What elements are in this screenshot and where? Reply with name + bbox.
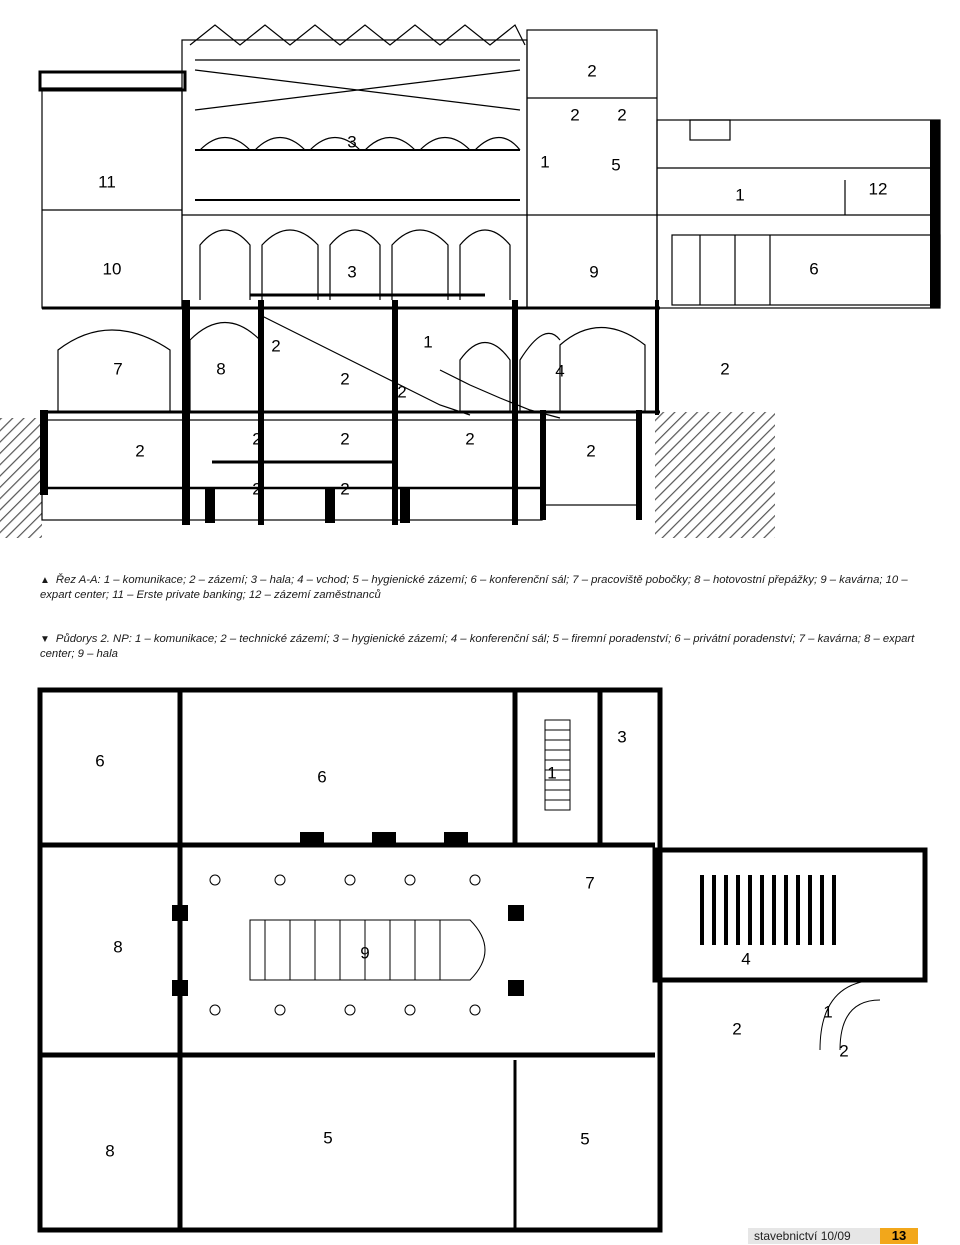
plan-room-label-5: 8 <box>113 937 123 957</box>
caption-plan <box>40 632 940 662</box>
section-room-label-5: 1 <box>540 152 550 172</box>
caption-marker-up: ▲ <box>40 575 50 586</box>
section-room-label-21: 2 <box>135 441 145 461</box>
section-room-label-9: 10 <box>102 259 122 279</box>
section-room-label-20: 2 <box>720 359 730 379</box>
plan-room-label-2: 6 <box>317 767 327 787</box>
section-room-label-13: 2 <box>271 336 281 356</box>
section-drawing <box>0 0 960 560</box>
caption-plan-text: Půdorys 2. NP: 1 – komunikace; 2 – technické zázemí; 3 – hygienické zázemí; 4 – konferenční sál; 5 – firemní poradenství; 6 – privátní poradenství; 7 – kavárna; 8 – expart center; 9 – hala <box>40 633 915 660</box>
caption-section-text: Řez A-A: 1 – komunikace; 2 – zázemí; 3 – hala; 4 – vchod; 5 – hygienické zázemí; 6 – konferenční sál; 7 – pracoviště pobočky; 8 – hotovostní přepážky; 9 – kavárna; 10 – expart center; 11 – Erste private banking; 12 – zázemí zaměstnanců <box>40 574 908 601</box>
section-room-label-12: 6 <box>809 259 819 279</box>
plan-room-label-0: 3 <box>617 727 627 747</box>
section-room-label-0: 2 <box>587 61 597 81</box>
caption-section <box>40 573 940 603</box>
section-room-label-7: 1 <box>735 185 745 205</box>
section-room-label-4: 11 <box>98 172 116 192</box>
section-room-label-11: 9 <box>589 262 599 282</box>
plan-room-label-7: 4 <box>741 949 751 969</box>
section-room-label-1: 3 <box>347 132 357 152</box>
caption-marker-down: ▼ <box>40 634 50 645</box>
plan-room-label-1: 6 <box>95 751 105 771</box>
plan-room-label-4: 7 <box>585 873 595 893</box>
magazine-name: stavebnictví 10/09 <box>748 1228 880 1244</box>
page-footer <box>748 1228 918 1244</box>
section-room-label-22: 2 <box>252 429 262 449</box>
plan-room-label-12: 5 <box>323 1128 333 1148</box>
section-room-label-16: 8 <box>216 359 226 379</box>
section-room-label-24: 2 <box>465 429 475 449</box>
plan-room-label-3: 1 <box>547 763 557 783</box>
section-room-label-26: 2 <box>252 479 262 499</box>
section-room-label-6: 5 <box>611 155 621 175</box>
ground-hatch-left <box>0 418 42 538</box>
section-room-label-10: 3 <box>347 262 357 282</box>
ground-hatch-right <box>655 412 775 538</box>
section-room-label-19: 4 <box>555 361 565 381</box>
section-room-label-25: 2 <box>586 441 596 461</box>
section-room-label-27: 2 <box>340 479 350 499</box>
plan-room-label-10: 2 <box>839 1041 849 1061</box>
plan-room-label-11: 8 <box>105 1141 115 1161</box>
floor-plan-drawing <box>0 680 960 1240</box>
plan-room-label-6: 9 <box>360 943 370 963</box>
section-room-label-3: 2 <box>617 105 627 125</box>
section-room-label-8: 12 <box>868 179 888 199</box>
page-number: 13 <box>880 1228 918 1244</box>
plan-room-label-8: 2 <box>732 1019 742 1039</box>
plan-room-labels <box>95 727 848 1160</box>
section-room-label-15: 7 <box>113 359 123 379</box>
plan-room-label-9: 1 <box>823 1002 833 1022</box>
section-room-label-2: 2 <box>570 105 580 125</box>
section-room-label-18: 2 <box>397 382 407 402</box>
section-room-label-14: 1 <box>423 332 433 352</box>
plan-room-label-13: 5 <box>580 1129 590 1149</box>
section-room-label-23: 2 <box>340 429 350 449</box>
section-room-label-17: 2 <box>340 369 350 389</box>
